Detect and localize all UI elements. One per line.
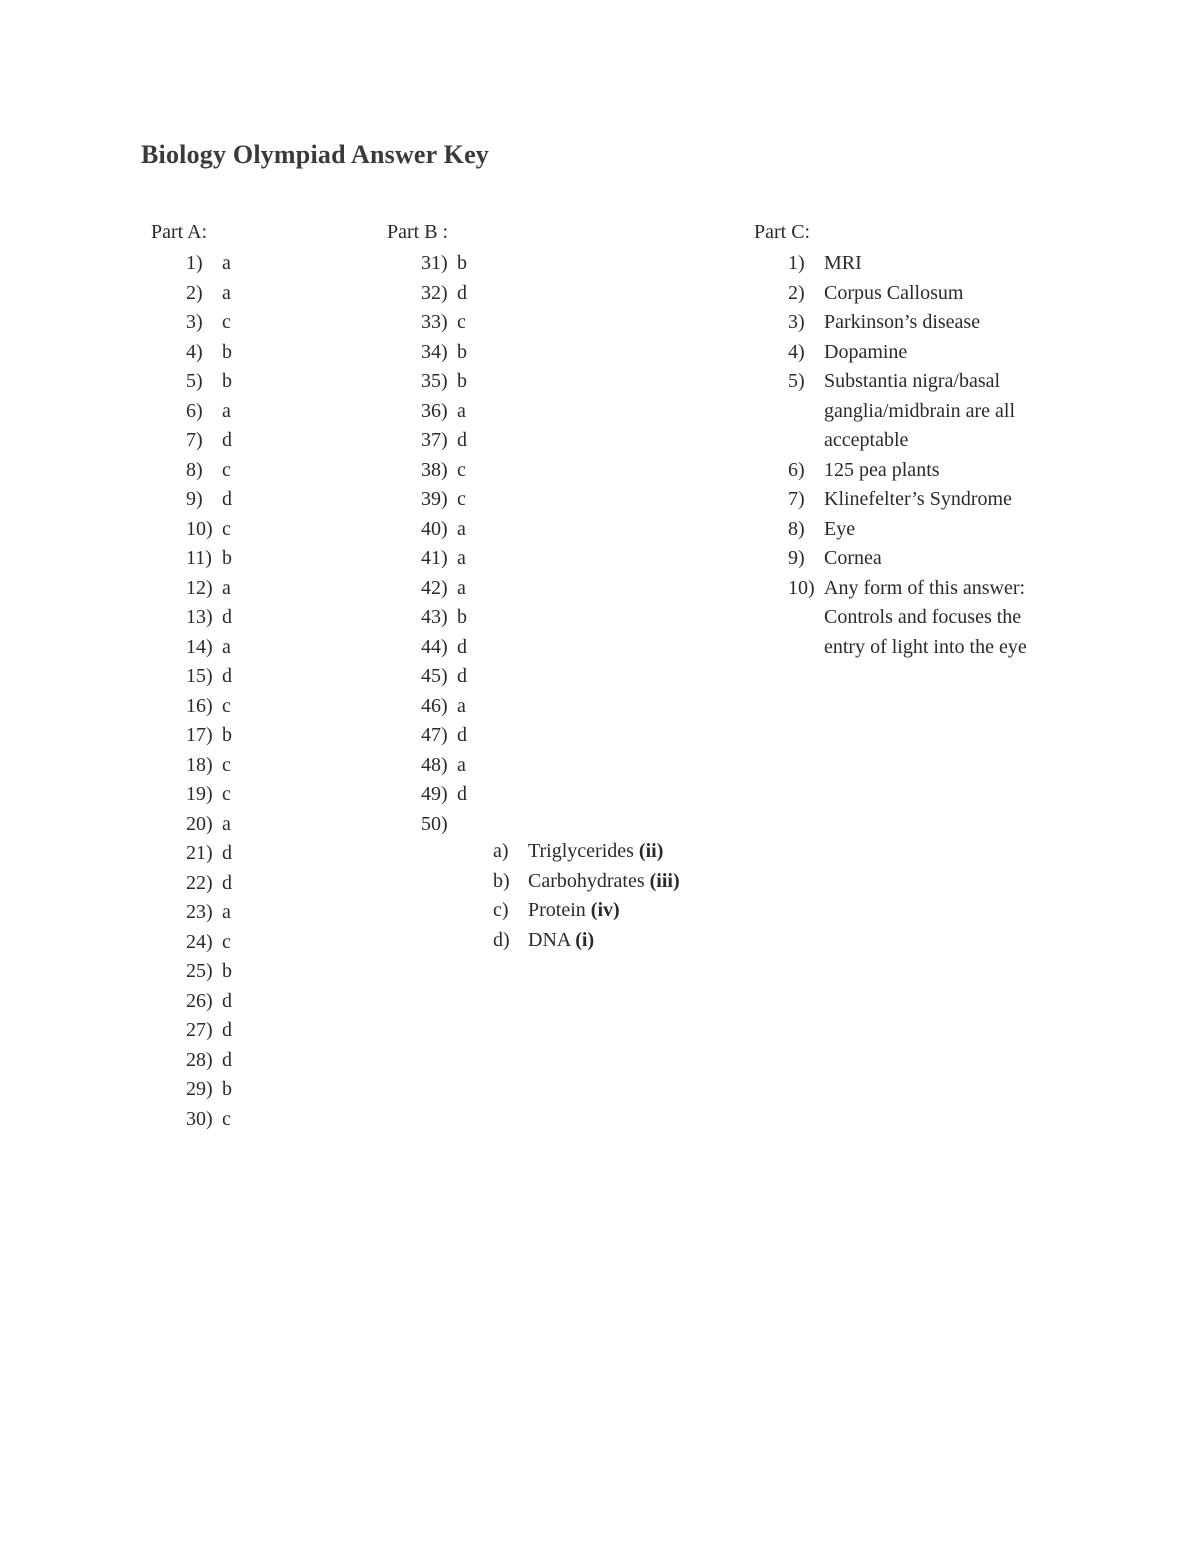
question-number: 34) [421,340,448,363]
answer-text: c [222,783,231,805]
answer-text: d [222,488,232,510]
question-number: 26) [186,989,213,1012]
answer-item [421,485,467,515]
question-number: 19) [186,783,213,805]
answer-item [186,810,232,840]
question-number: 33) [421,311,448,333]
question-number: 18) [186,753,213,776]
question-number: 14) [186,635,213,658]
answer-text: c [457,311,466,333]
answer-item [421,751,467,781]
answer-item [186,692,232,722]
part-c-heading: Part C: [754,221,811,243]
question-number: 7) [788,488,805,510]
sub-answer-item [493,926,680,956]
answer-text: c [222,311,231,333]
answer-item [186,780,232,810]
question-number: 47) [421,724,448,746]
answer-item [788,338,1068,368]
answer-text: d [222,842,232,864]
question-number: 25) [186,960,213,982]
answer-item [186,279,232,309]
sub-item-text: Protein [528,899,591,921]
question-number: 28) [186,1048,213,1071]
answer-item [788,308,1068,338]
answer-item [186,397,232,427]
answer-text: d [457,724,467,746]
question-number: 5) [186,370,203,392]
sub-item-match: (iii) [649,869,680,892]
answer-item [421,279,467,309]
sub-item-letter: b) [493,869,510,892]
answer-text: Parkinson’s disease [824,311,981,333]
answer-item [186,1046,232,1076]
answer-text: d [457,429,467,451]
part-a-answer-list [186,249,232,1134]
sub-item-letter: a) [493,840,509,862]
question-number: 48) [421,753,448,776]
sub-answer-item [493,867,680,897]
sub-answer-item [493,896,680,926]
question-number: 1) [788,252,805,274]
sub-item-match: (iv) [590,899,620,921]
answer-text: b [457,370,467,392]
answer-text: c [222,930,231,953]
sub-item-text: Carbohydrates [528,869,650,892]
question-number: 50) [421,812,448,835]
answer-item [788,515,1068,545]
answer-item [186,426,232,456]
answer-item [421,721,467,751]
answer-text: c [457,488,466,510]
answer-text: b [222,724,232,746]
answer-item [788,574,1068,663]
answer-text: b [222,1078,232,1100]
answer-text: MRI [824,252,862,274]
sub-item-match: (ii) [638,840,664,862]
answer-text: 125 pea plants [824,458,940,481]
answer-text: a [457,399,466,422]
answer-item [421,574,467,604]
answer-text: c [222,517,231,540]
answer-item [186,957,232,987]
question-50-sublist [493,837,680,955]
answer-text: d [222,989,232,1012]
answer-item [186,633,232,663]
question-number: 6) [186,399,203,422]
question-number: 6) [788,458,805,481]
answer-text: d [222,665,232,687]
answer-item [421,780,467,810]
question-number: 21) [186,842,213,864]
question-number: 22) [186,871,213,894]
question-number: 15) [186,665,213,687]
question-number: 29) [186,1078,213,1100]
question-number: 20) [186,812,213,835]
answer-item [186,928,232,958]
question-number: 35) [421,370,448,392]
answer-text: Eye [824,517,856,540]
answer-text: d [222,1048,232,1071]
answer-text: d [222,606,232,628]
answer-text: a [457,547,466,569]
answer-item [788,249,1068,279]
part-b-heading: Part B : [387,221,449,243]
answer-item [421,249,467,279]
question-number: 23) [186,901,213,923]
sub-item-text: Triglycerides [528,840,639,862]
sub-answer-item [493,837,680,867]
answer-item [186,1016,232,1046]
question-number: 11) [186,547,212,569]
answer-text: a [222,399,231,422]
answer-item [788,456,1068,486]
answer-item [421,367,467,397]
answer-item [421,338,467,368]
answer-item [421,633,467,663]
answer-item [421,426,467,456]
answer-text: a [457,517,466,540]
question-number: 42) [421,576,448,599]
answer-text: a [222,901,231,923]
answer-text: b [457,252,467,274]
answer-item [186,338,232,368]
question-number: 8) [186,458,203,481]
answer-item [186,515,232,545]
answer-text: a [222,576,231,599]
question-number: 27) [186,1019,213,1041]
question-number: 37) [421,429,448,451]
answer-item [186,662,232,692]
answer-item [788,367,1068,456]
answer-item [186,456,232,486]
answer-text: Klinefelter’s Syndrome [824,488,1012,510]
answer-item [421,810,467,840]
question-number: 9) [186,488,203,510]
answer-item [421,308,467,338]
answer-text: b [222,370,232,392]
answer-text: Any form of this answer: Controls and focuses the entry of light into the eye [824,576,1027,658]
answer-text: d [457,783,467,805]
question-number: 39) [421,488,448,510]
question-number: 41) [421,547,448,569]
answer-text: b [457,606,467,628]
answer-text: d [222,429,232,451]
answer-text: d [457,635,467,658]
question-number: 2) [186,281,203,304]
question-number: 49) [421,783,448,805]
sub-item-letter: d) [493,928,510,951]
answer-item [788,544,1068,574]
answer-text: Dopamine [824,340,908,363]
question-number: 43) [421,606,448,628]
question-number: 44) [421,635,448,658]
question-number: 7) [186,429,203,451]
answer-item [421,662,467,692]
answer-item [186,308,232,338]
question-number: 12) [186,576,213,599]
answer-item [421,603,467,633]
answer-item [186,1105,232,1135]
question-number: 1) [186,252,203,274]
question-number: 8) [788,517,805,540]
question-number: 4) [186,340,203,363]
question-number: 32) [421,281,448,304]
answer-text: c [222,1107,231,1130]
question-number: 31) [421,252,448,274]
sub-item-match: (i) [575,928,595,951]
answer-text: d [222,871,232,894]
question-number: 16) [186,694,213,717]
answer-item [186,839,232,869]
answer-item [788,485,1068,515]
answer-item [186,367,232,397]
answer-text: a [222,635,231,658]
question-number: 24) [186,930,213,953]
answer-item [421,515,467,545]
answer-text: a [457,753,466,776]
answer-text: d [457,281,467,304]
answer-item [421,692,467,722]
answer-item [186,1075,232,1105]
answer-text: a [222,812,231,835]
question-number: 3) [788,311,805,333]
question-number: 17) [186,724,213,746]
answer-item [186,898,232,928]
question-number: 3) [186,311,203,333]
part-b-answer-list [421,249,467,839]
question-number: 40) [421,517,448,540]
answer-item [186,485,232,515]
question-number: 9) [788,547,805,569]
page-title: Biology Olympiad Answer Key [141,140,490,169]
answer-text: d [457,665,467,687]
answer-item [186,869,232,899]
answer-text: a [222,281,231,304]
answer-item [421,456,467,486]
question-number: 4) [788,340,805,363]
answer-item [186,751,232,781]
answer-item [421,397,467,427]
answer-text: d [222,1019,232,1041]
question-number: 2) [788,281,805,304]
answer-text: Cornea [824,547,882,569]
part-a-heading: Part A: [151,221,208,243]
question-number: 46) [421,694,448,717]
question-number: 10) [186,517,213,540]
answer-text: b [222,547,232,569]
answer-text: a [457,576,466,599]
answer-text: c [457,458,466,481]
question-number: 5) [788,370,805,392]
question-number: 30) [186,1107,213,1130]
answer-text: a [457,694,466,717]
answer-text: b [222,960,232,982]
answer-item [788,279,1068,309]
answer-text: a [222,252,231,274]
answer-text: c [222,694,231,717]
answer-text: b [222,340,232,363]
answer-item [186,574,232,604]
sub-item-letter: c) [493,899,509,921]
part-c-answer-list [788,249,1068,662]
answer-text: Substantia nigra/basal ganglia/midbrain are all acceptable [824,370,1016,451]
answer-text: c [222,753,231,776]
sub-item-text: DNA [528,928,576,951]
question-number: 45) [421,665,448,687]
answer-item [186,603,232,633]
answer-item [421,544,467,574]
answer-item [186,249,232,279]
answer-text: Corpus Callosum [824,281,964,304]
question-number: 36) [421,399,448,422]
answer-text: c [222,458,231,481]
answer-item [186,987,232,1017]
question-number: 10) [788,576,815,599]
question-number: 38) [421,458,448,481]
question-number: 13) [186,606,213,628]
answer-text: b [457,340,467,363]
answer-item [186,721,232,751]
answer-item [186,544,232,574]
